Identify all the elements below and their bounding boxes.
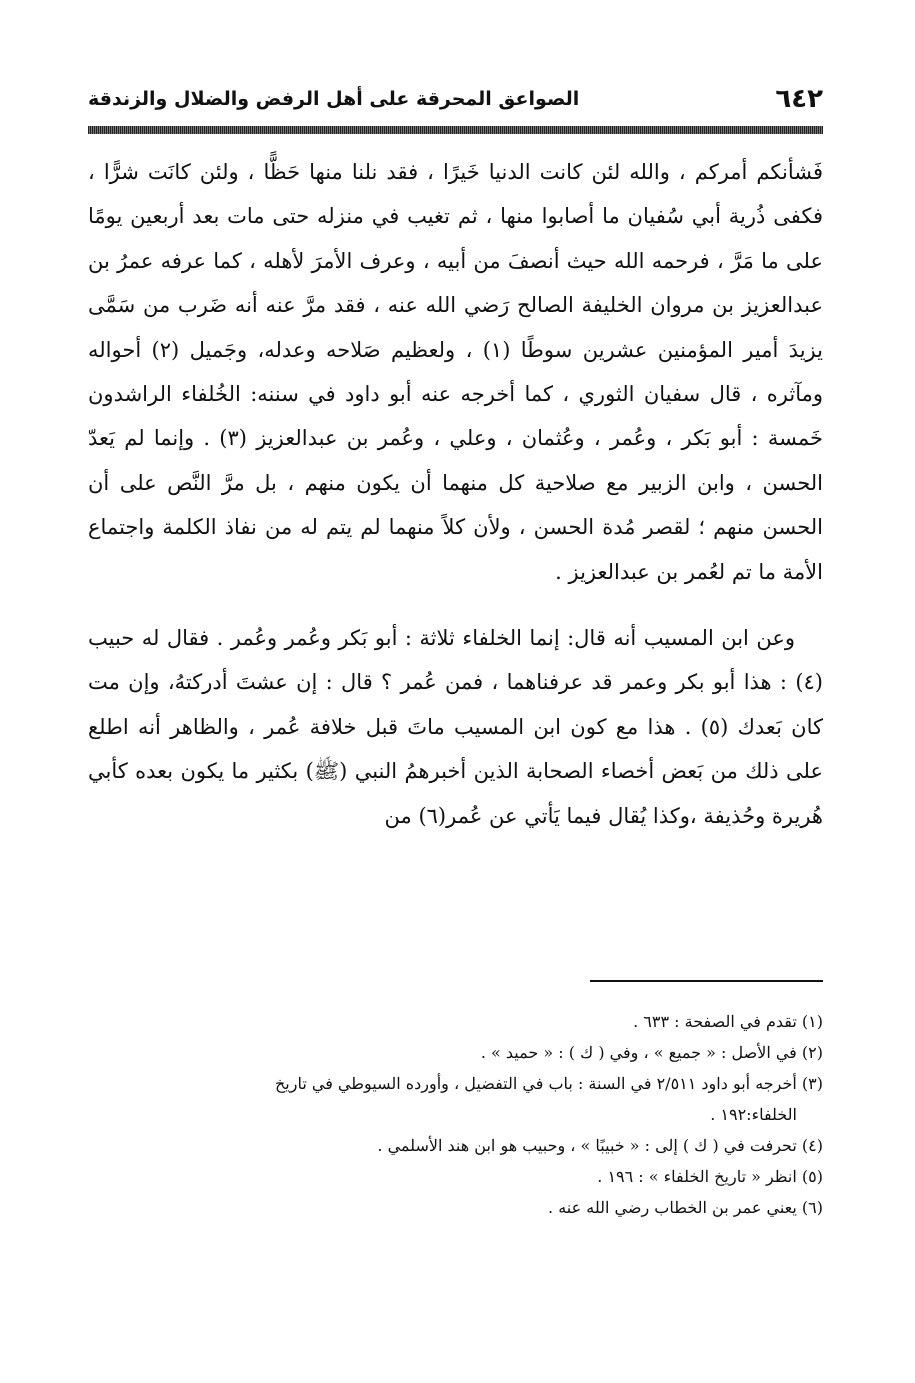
footnote: (١) تقدم في الصفحة : ٦٣٣ . <box>633 1012 823 1031</box>
footnote: (٣) أخرجه أبو داود ٢/٥١١ في السنة : باب في التفضيل ، وأورده السيوطي في تاريخ <box>274 1074 823 1093</box>
header-divider <box>88 126 823 134</box>
footnote: (٢) في الأصل : « جميع » ، وفي ( ك ) : « حميد » . <box>480 1043 823 1062</box>
footnote-divider <box>590 980 823 982</box>
page-header <box>88 82 823 122</box>
paragraph: فَشأنكم أمركم ، والله لئن كانت الدنيا خَيرًا ، فقد نلنا منها حَظًّا ، ولئن كانَت شرًّا ، فكفى ذُرية أبي سُفيان ما أصابوا منها ، ثم تغيب في منزله حتى مات بعد أربعين يومًا على ما مَرَّ ، فرحمه الله حيث أنصفَ من أبيه ، وعرف الأمرَ لأهله ، كما عرفه عمرُ بن عبدالعزيز بن مروان الخليفة الصالح رَضي الله عنه ، فقد مرَّ عنه أنه ضَرب من سَمَّى يزيدَ أمير المؤمنين عشرين سوطًا (١) ، ولعظيم صَلاحه وعدله، وجَميل (٢) أحواله ومآثره ، قال سفيان الثوري ، كما أخرجه عنه أبو داود في سننه: الخُلفاء الراشدون خَمسة : أبو بَكر ، وعُمر ، وعُثمان ، وعلي ، وعُمر بن عبدالعزيز (٣) . وإنما لم يَعدّ الحسن ، وابن الزبير مع صلاحية كل منهما أن يكون منهم ، بل مرَّ النَّص على أن الحسن منهم ؛ لقصر مُدة الحسن ، ولأن كلاً منهما لم يتم له من نفاذ الكلمة واجتماع الأمة ما تم لعُمر بن عبدالعزيز . <box>88 160 823 584</box>
footnote-continuation: الخلفاء:١٩٢ . <box>710 1105 797 1124</box>
footnote: (٥) انظر « تاريخ الخلفاء » : ١٩٦ . <box>597 1167 823 1186</box>
running-title: الصواعق المحرقة على أهل الرفض والضلال والزندقة <box>88 88 580 110</box>
footnote: (٤) تحرفت في ( ك ) إلى : « خبيبًا » ، وحبيب هو ابن هند الأسلمي . <box>377 1136 823 1155</box>
footnote: (٦) يعني عمر بن الخطاب رضي الله عنه . <box>548 1198 823 1217</box>
footnotes <box>88 1006 823 1223</box>
paragraph: وعن ابن المسيب أنه قال: إنما الخلفاء ثلاثة : أبو بَكر وعُمر وعُمر . فقال له حبيب (٤) : هذا أبو بكر وعمر قد عرفناهما ، فمن عُمر ؟ قال : إن عشتَ أدركتهُ، وإن مت كان بَعدك (٥) . هذا مع كون ابن المسيب ماتَ قبل خلافة عُمر ، والظاهر أنه اطلع على ذلك من بَعض أخصاء الصحابة الذين أخبرهمُ النبي (ﷺ) بكثير ما يكون بعده كأبي هُريرة وحُذيفة ،وكذا يُقال فيما يَأتي عن عُمر(٦) من <box>88 626 824 828</box>
page-number: ٦٤٢ <box>775 84 823 114</box>
main-text <box>88 150 823 838</box>
